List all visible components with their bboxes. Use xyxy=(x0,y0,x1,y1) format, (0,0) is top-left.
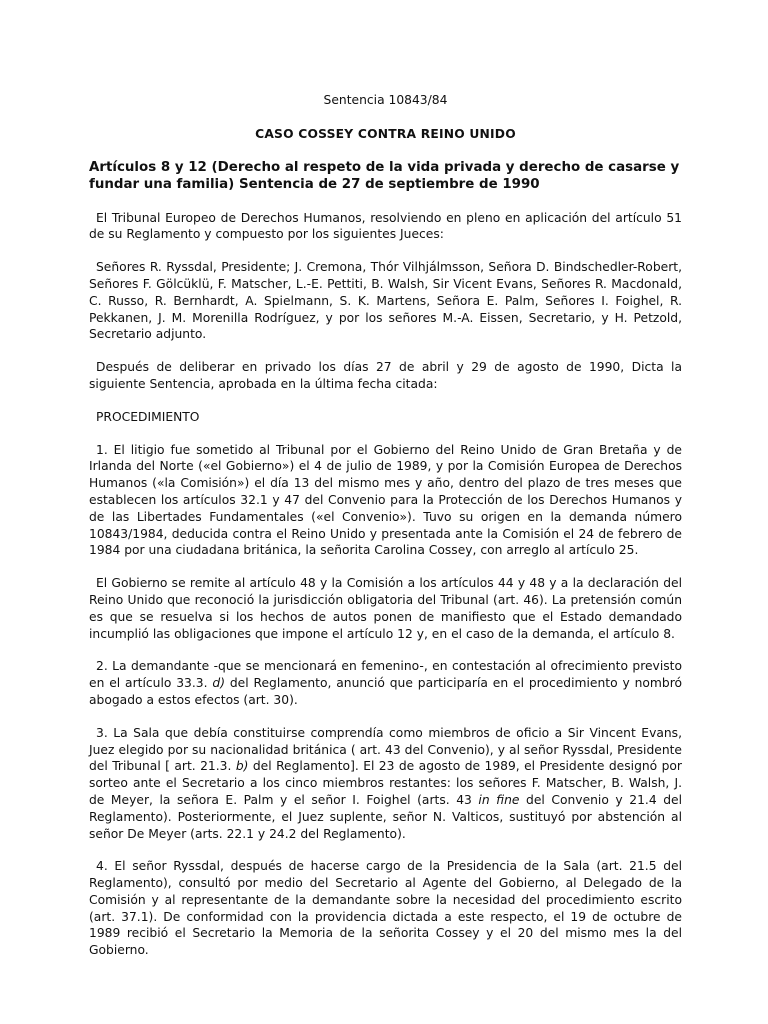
paragraph-4: 4. El señor Ryssdal, después de hacerse cargo de la Presidencia de la Sala (art. 21.5 del Reglamento), consultó por medio del Secretario al Agente del Gobierno, al Delegado de la Comisión y al representante de la demandante sobre la necesidad del procedimiento escrito (art. 37.1). De conformidad con la providencia dictada a este respecto, el 19 de octubre de 1989 recibió el Secretario la Memoria de la señorita Cossey y el 20 del mismo mes la del Gobierno. xyxy=(89,859,682,958)
paragraph-2-italic: d) xyxy=(212,676,225,691)
section-heading-procedure: PROCEDIMIENTO xyxy=(96,409,200,424)
paragraph-1: 1. El litigio fue sometido al Tribunal por el Gobierno del Reino Unido de Gran Bretaña y de Irlanda del Norte («el Gobierno») el 4 de julio de 1989, y por la Comisión Europea de Derechos Humanos («la Comisión») el día 13 del mismo mes y año, dentro del plazo de tres meses que establecen los artículos 32.1 y 47 del Convenio para la Protección de los Derechos Humanos y de las Libertades Fundamentales («el Convenio»). Tuvo su origen en la demanda número 10843/1984, deducida contra el Reino Unido y presentada ante la Comisión el 24 de febrero de 1984 por una ciudadana británica, la señorita Carolina Cossey, con arreglo al artículo 25. xyxy=(89,442,682,558)
paragraph-3 xyxy=(89,725,682,843)
deliberation-paragraph: Después de deliberar en privado los días 27 de abril y 29 de agosto de 1990, Dicta la siguiente Sentencia, aprobada en la última fecha citada: xyxy=(89,360,682,391)
document-title: Sentencia 10843/84 xyxy=(323,93,448,107)
paragraph-3-text-c: del Convenio y 21.4 del Reglamento). Posteriormente, el Juez suplente, señor N. Valticos, sustituyó por abstención al señor De Meyer (arts. 22.1 y 24.2 del Reglamento). xyxy=(89,792,682,841)
paragraph-1-continued: El Gobierno se remite al artículo 48 y la Comisión a los artículos 44 y 48 y a la declaración del Reino Unido que reconoció la jurisdicción obligatoria del Tribunal (art. 46). La pretensión común es que se resuelva si los hechos de autos ponen de manifiesto que el Estado demandado incumplió las obligaciones que impone el artículo 12 y, en el caso de la demanda, el artículo 8. xyxy=(89,576,682,641)
paragraph-3-text-a: 3. La Sala que debía constituirse comprendía como miembros de oficio a Sir Vincent Evans, Juez elegido por su nacionalidad británica ( art. 43 del Convenio), y al señor Ryssdal, Presidente del Tribunal [ art. 21.3. xyxy=(89,725,682,774)
paragraph-3-italic-2: in fine xyxy=(478,792,520,807)
paragraph-2 xyxy=(89,658,682,708)
paragraph-2-text-b: del Reglamento, anunció que participaría en el procedimiento y nombró abogado a estos efectos (art. 30). xyxy=(89,676,683,707)
paragraph-3-text-b: del Reglamento]. El 23 de agosto de 1989, el Presidente designó por sorteo ante el Secretario a los cinco miembros restantes: los señores F. Matscher, B. Walsh, J. de Meyer, la señora E. Palm y el señor I. Foighel (arts. 43 xyxy=(89,759,682,807)
case-title: CASO COSSEY CONTRA REINO UNIDO xyxy=(255,126,516,141)
paragraph-2-text-a: 2. La demandante -que se mencionará en femenino-, en contestación al ofrecimiento previsto en el artículo 33.3. xyxy=(89,659,682,691)
articles-heading: Artículos 8 y 12 (Derecho al respeto de la vida privada y derecho de casarse y fundar una familia) Sentencia de 27 de septiembre de 1990 xyxy=(89,159,680,193)
intro-paragraph: El Tribunal Europeo de Derechos Humanos, resolviendo en pleno en aplicación del artículo 51 de su Reglamento y compuesto por los siguientes Jueces: xyxy=(89,210,682,242)
judges-paragraph: Señores R. Ryssdal, Presidente; J. Cremona, Thór Vilhjálmsson, Señora D. Bindschedler-Robert, Señores F. Gölcüklü, F. Matscher, L.-E. Pettiti, B. Walsh, Sir Vicent Evans, Señores R. Macdonald, C. Russo, R. Bernhardt, A. Spielmann, S. K. Martens, Señora E. Palm, Señores I. Foighel, R. Pekkanen, J. M. Morenilla Rodríguez, y por los señores M.-A. Eissen, Secretario, y H. Petzold, Secretario adjunto. xyxy=(89,260,682,342)
paragraph-3-italic-1: b) xyxy=(235,759,249,774)
